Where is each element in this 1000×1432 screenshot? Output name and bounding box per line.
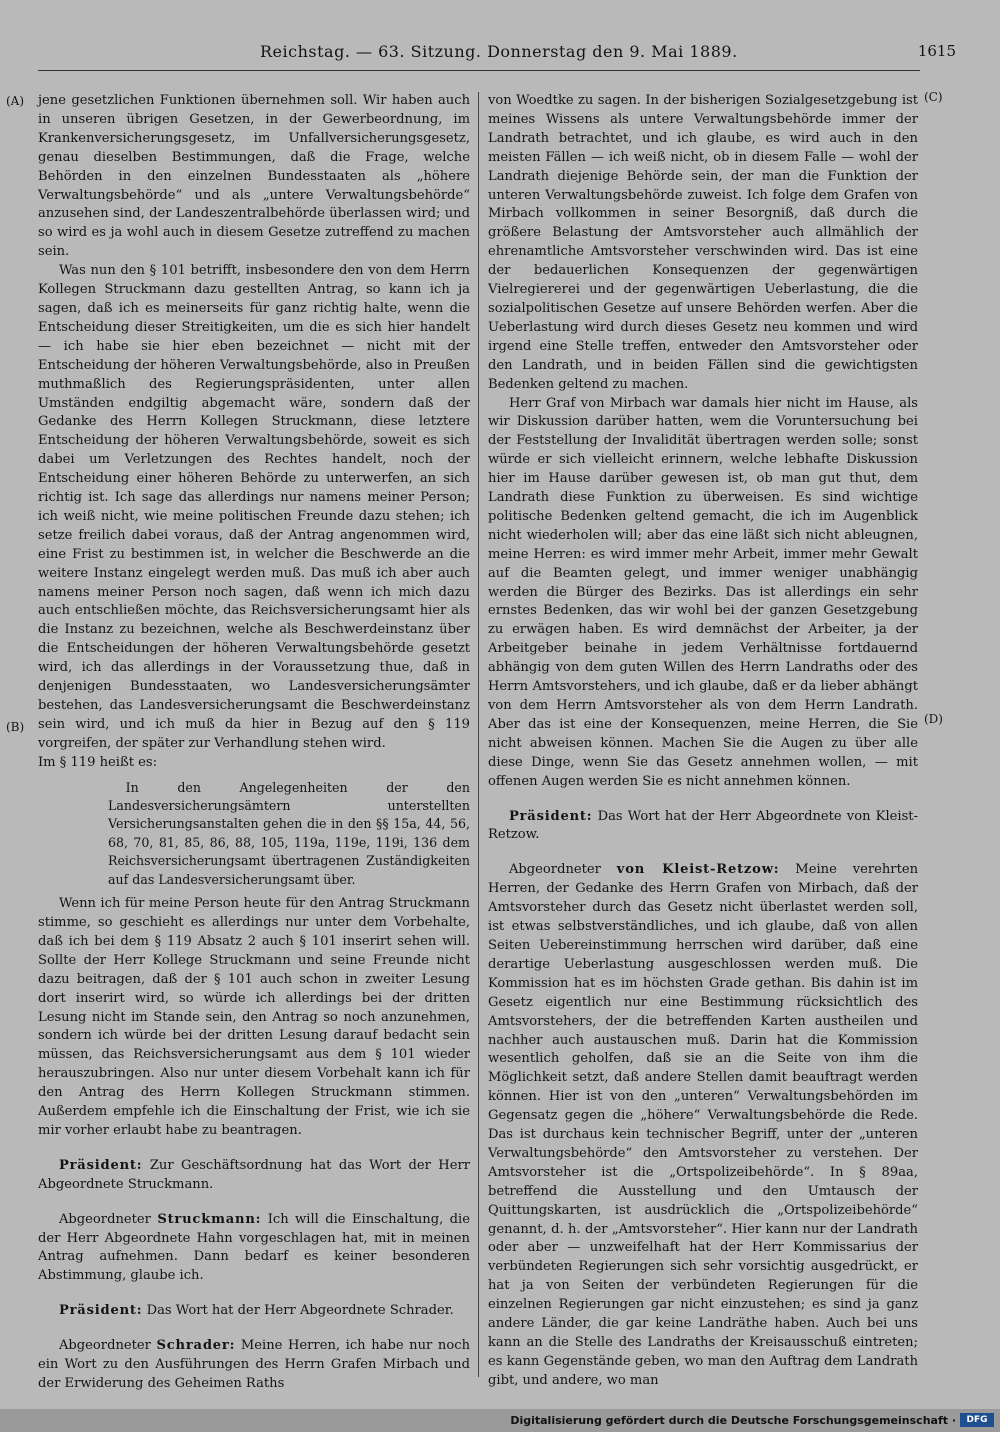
- speaker-name: Präsident:: [508, 808, 593, 824]
- speaker-name: Schrader:: [156, 1338, 236, 1354]
- margin-marker-c: (C): [924, 90, 943, 104]
- speech-text: Meine Herren, ich habe nur noch ein Wort zu den Ausführungen des Herrn Grafen Mirbach und der Erwiderung des Geheimen Raths: [38, 1338, 471, 1391]
- speech-text: Das Wort hat der Herr Abgeordnete Schrader.: [142, 1303, 454, 1319]
- speaker-intro: Abgeordneter: [508, 862, 617, 878]
- speaker-name: Präsident:: [58, 1157, 143, 1173]
- column-divider: [478, 92, 479, 1377]
- speech-paragraph: [38, 1157, 470, 1195]
- paragraph: jene gesetzlichen Funktionen übernehmen soll. Wir haben auch in unseren übrigen Gesetzen, in der Gewerbeordnung, im Krankenversicherungsgesetz, im Unfallversicherungsgesetz, genau dieselben Bestimmungen, daß die Frage, welche Behörden in den einzelnen Bundesstaaten als „höhere Verwaltungsbehörde“ und als „untere Verwaltungsbehörde“ anzusehen sind, der Landeszentralbehörde überlassen wird; und so wird es ja wohl auch in diesem Gesetze zutreffend zu machen sein.: [38, 93, 470, 260]
- page-number: 1615: [917, 42, 956, 60]
- page-header: [38, 42, 956, 66]
- speech-text: Das Wort hat der Herr Abgeordnete von Kleist-Retzow.: [488, 808, 918, 843]
- paragraph: Was nun den § 101 betrifft, insbesondere den von dem Herrn Kollegen Struckmann dazu gestellten Antrag, so kann ich ja sagen, daß ich es meinerseits für ganz richtig halte, wenn die Entscheidung dieser Streitigkeiten, um die es sich hier handelt — ich habe sie hier eben bezeichnet — nicht mit der Entscheidung der höheren Verwaltungsbehörde, also in Preußen muthmaßlich des Regierungspräsidenten, unter allen Umständen endgiltig abgemacht wäre, sondern daß der Gedanke des Herrn Kollegen Struckmann, diese letztere Entscheidung der höheren Verwaltungsbehörde, soweit es sich dabei um Verletzungen des Rechtes handelt, noch der Entscheidung einer höheren Behörde zu unterwerfen, an sich richtig ist. Ich sage das allerdings nur namens meiner Person; ich weiß nicht, wie meine politischen Freunde dazu stehen; ich setze freilich dabei voraus, daß der Antrag angenommen wird, eine Frist zu bestimmen ist, in welcher die Beschwerde an die weitere Instanz eingelegt werden muß. Das muß ich aber auch namens meiner Person noch sagen, daß wenn ich mich dazu auch entschließen möchte, das Reichsversicherungsamt hier als die Instanz zu bezeichnen, welche als Beschwerdeinstanz über die Entscheidungen der höheren Verwaltungsbehörde gesetzt wird, ich das allerdings in der Voraussetzung thue, daß in denjenigen Bundesstaaten, wo Landesversicherungsämter bestehen, das Landesversicherungsamt die Beschwerdeinstanz sein wird, und ich muß da hier in Bezug auf den § 119 vorgreifen, der später zur Verhandlung stehen wird.: [38, 263, 470, 751]
- left-column: [38, 92, 470, 1394]
- speech-text: Zur Geschäftsordnung hat das Wort der Herr Abgeordnete Struckmann.: [38, 1157, 470, 1192]
- speaker-name: Struckmann:: [157, 1211, 262, 1227]
- dfg-logo: DFG: [960, 1413, 994, 1427]
- speech-text: Ich will die Einschaltung, die der Herr Abgeordnete Hahn vorgeschlagen hat, mit in meinen Antrag aufnehmen. Dann bedarf es keiner besonderen Abstimmung, glaube ich.: [38, 1211, 470, 1284]
- speech-paragraph: [38, 1302, 470, 1321]
- running-title: Reichstag. — 63. Sitzung. Donnerstag den 9. Mai 1889.: [260, 42, 738, 61]
- speaker-intro: Abgeordneter: [58, 1338, 157, 1354]
- speech-paragraph: [488, 808, 918, 846]
- margin-marker-a: (A): [6, 94, 25, 108]
- paragraph: Wenn ich für meine Person heute für den Antrag Struckmann stimme, so geschieht es allerdings nur unter dem Vorbehalte, daß ich bei dem § 119 Absatz 2 auch § 101 inserirt sehen will. Sollte der Herr Kollege Struckmann und seine Freunde nicht dazu beitragen, daß der § 101 auch schon in zweiter Lesung dort inserirt wird, so würde ich allerdings bei der dritten Lesung nicht im Stande sein, den Antrag so noch anzunehmen, sondern ich würde bei der dritten Lesung darauf bedacht sein müssen, das Reichsversicherungsamt aus dem § 101 wieder herauszubringen. Also nur unter diesem Vorbehalt kann ich für den Antrag des Herrn Kollegen Struckmann stimmen. Außerdem empfehle ich die Einschaltung der Frist, wie ich sie mir vorher erlaubt habe zu beantragen.: [38, 896, 470, 1138]
- speaker-name: von Kleist-Retzow:: [616, 862, 780, 878]
- paragraph: von Woedtke zu sagen. In der bisherigen Sozialgesetzgebung ist meines Wissens als untere Verwaltungsbehörde immer der Landrath betrachtet, und ich glaube, es wird auch in den meisten Fällen — ich weiß nicht, ob in diesem Falle — wohl der Landrath diejenige Behörde sein, der man die Funktion der unteren Verwaltungsbehörde zuweist. Ich folge dem Grafen von Mirbach vollkommen in seiner Besorgniß, daß durch die größere Belastung der Amtsvorsteher auch allmählich der ehrenamtliche Amtsvorsteher verschwinden wird. Das ist eine der bedauerlichen Konsequenzen der gegenwärtigen Vielregiererei und der gegenwärtigen Ueberlastung, die die sozialpolitischen Gesetze auf unsere Behörden werfen. Aber die Ueberlastung wird durch dieses Gesetz neu kommen und wird irgend eine Stelle treffen, entweder den Amtsvorsteher oder den Landrath, und in beiden Fällen sind die gewichtigsten Bedenken geltend zu machen.: [488, 93, 918, 392]
- speech-paragraph: [38, 1211, 470, 1287]
- right-column: [488, 92, 918, 1391]
- header-rule: [38, 70, 920, 71]
- speaker-name: Präsident:: [58, 1303, 143, 1319]
- paragraph: Herr Graf von Mirbach war damals hier nicht im Hause, als wir Diskussion darüber hatten, wem die Voruntersuchung bei der Feststellung der Invalidität übertragen werden solle; sonst würde er sich vielleicht erinnern, welche lebhafte Diskussion hier im Hause darüber gewesen ist, ob man gut thut, dem Landrath diese Funktion zu überweisen. Es sind wichtige politische Bedenken geltend gemacht, die ich im Augenblick nicht wiederholen will; aber das eine läßt sich nicht ableugnen, meine Herren: es wird immer mehr Arbeit, immer mehr Gewalt auf die Beamten gelegt, und immer weniger unabhängig werden die Bürger des Bezirks. Das ist allerdings ein sehr ernstes Bedenken, das wir wohl bei der ganzen Gesetzgebung zu erwägen haben. Es wird demnächst der Arbeiter, ja der Arbeitgeber beinahe in jedem Verhältnisse fortdauernd abhängig von dem guten Willen des Herrn Landraths oder des Herrn Amtsvorstehers, und ich glaube, daß er da lieber abhängt von dem Herrn Amtsvorsteher als von dem Herrn Landrath. Aber das ist eine der Konsequenzen, meine Herren, die Sie nicht abweisen können. Machen Sie die Augen zu über alle diese Dinge, wenn Sie das Gesetz annehmen wollen, — mit offenen Augen werden Sie es nicht annehmen können.: [488, 395, 918, 789]
- quoted-section: In den Angelegenheiten der den Landesversicherungsämtern unterstellten Versicherungsanstalten gehen die in den §§ 15a, 44, 56, 68, 70, 81, 85, 86, 88, 105, 119a, 119e, 119i, 136 dem Reichsversicherungsamt übertragenen Zuständigkeiten auf das Landesversicherungsamt über.: [108, 779, 470, 887]
- speaker-intro: Abgeordneter: [58, 1211, 158, 1227]
- speech-paragraph: [38, 1337, 470, 1394]
- funding-notice: Digitalisierung gefördert durch die Deutsche Forschungsgemeinschaft ·: [510, 1414, 956, 1427]
- footer-bar: [0, 1409, 1000, 1432]
- margin-marker-b: (B): [6, 720, 25, 734]
- margin-marker-d: (D): [924, 712, 943, 726]
- speech-paragraph: [488, 861, 918, 1390]
- speech-text: Meine verehrten Herren, der Gedanke des Herrn Grafen von Mirbach, daß der Amtsvorsteher durch das Gesetz nicht überlastet werden soll, ist etwas selbstverständliches, und ich glaube, daß von allen Seiten Uebereinstimmung herrschen wird darüber, daß eine derartige Ueberlastung ausgeschlossen werden muß. Die Kommission hat es im höchsten Grade gethan. Bis dahin ist im Gesetz eigentlich nur eine Bestimmung rücksichtlich des Amtsvorstehers, der die betreffenden Karten austheilen und nachher auch austauschen muß. Darin hat die Kommission wesentlich geholfen, daß sie an die Seite von ihm die Möglichkeit setzt, daß andere Stellen damit beauftragt werden können. Hier ist von den „unteren“ Verwaltungsbehörden im Gegensatz gegen die „höhere“ Verwaltungsbehörde die Rede. Das ist durchaus kein technischer Begriff, unter der „unteren Verwaltungsbehörde“ den Amtsvorsteher zu verstehen. Der Amtsvorsteher ist die „Ortspolizeibehörde“. In § 89aa, betreffend die Ausstellung und den Umtausch der Quittungskarten, ist ausdrücklich die „Ortspolizeibehörde“ genannt, d. h. der „Amtsvorsteher“. Hier kann nur der Landrath oder aber — unzweifelhaft hat der Herr Kommissarius der verbündeten Regierungen sich sehr vorsichtig ausgedrückt, er hat ja von Seiten der verbündeten Regierungen für die einzelnen Regierungen gar nicht einzustehen; es sind ja ganz andere Länder, die gar keine Landräthe haben. Auch bei uns kann an die Stelle des Landraths der Kreisausschuß eintreten; es kann Gegenstände geben, wo man den Auftrag dem Landrath gibt, und andere, wo man: [488, 862, 919, 1388]
- paragraph: Im § 119 heißt es:: [38, 754, 158, 770]
